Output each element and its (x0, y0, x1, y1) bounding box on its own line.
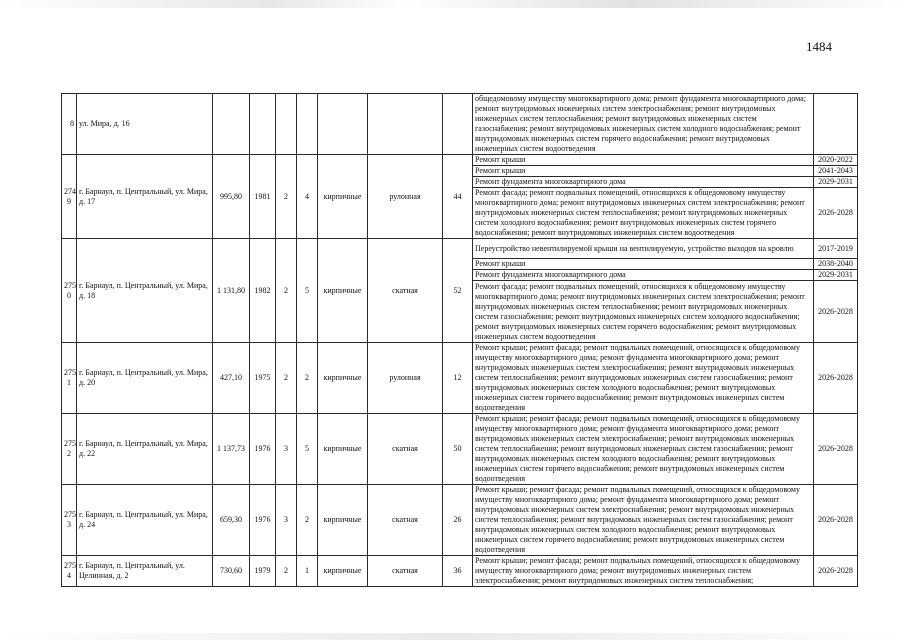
build-year: 1976 (250, 414, 276, 485)
wall-material: кирпичные (318, 556, 368, 587)
wall-material: кирпичные (318, 155, 368, 239)
building-address: г. Барнаул, п. Центральный, ул. Мира, д. 17 (77, 155, 213, 239)
roof-type: рулонная (368, 343, 443, 414)
building-area: 659,30 (213, 485, 250, 556)
row-number: 275 4 (62, 556, 77, 587)
repair-work: Ремонт крыши; ремонт фасада; ремонт подвальных помещений, относящихся к общедомовому имуществу многоквартирного дома; ремонт фундамента многоквартирного дома; ремонт внутридомовых инженерных систем электроснабжения; ремонт внутридомовых инженерных систем теплоснабжения; ремонт внутридомовых инженерных систем газоснабжения; ремонт внутридомовых инженерных систем холодного водоснабжения; ремонт внутридомовых инженерных систем горячего водоснабжения; ремонт внутридомовых инженерных систем водоотведения (473, 343, 814, 414)
entrance-count: 5 (297, 414, 318, 485)
repair-work: Ремонт крыши; ремонт фасада; ремонт подвальных помещений, относящихся к общедомовому имуществу многоквартирного дома; ремонт фундамента многоквартирного дома; ремонт внутридомовых инженерных систем электроснабжения; ремонт внутридомовых инженерных систем теплоснабжения; ремонт внутридомовых инженерных систем газоснабжения; ремонт внутридомовых инженерных систем холодного водоснабжения; ремонт внутридомовых инженерных систем горячего водоснабжения; ремонт внутридомовых инженерных систем водоотведения (473, 414, 814, 485)
repair-period: 2026-2028 (814, 281, 858, 343)
repair-period: 2029-2031 (814, 270, 858, 281)
resident-count: 36 (443, 556, 473, 587)
table-row (62, 94, 858, 155)
row-number: 8 (62, 94, 77, 155)
repair-work: Ремонт крыши (473, 155, 814, 166)
floor-count: 2 (276, 343, 297, 414)
building-address: ул. Мира, д. 16 (77, 94, 213, 155)
row-number: 275 2 (62, 414, 77, 485)
repair-period: 2026-2028 (814, 485, 858, 556)
repair-period: 2020-2022 (814, 155, 858, 166)
entrance-count: 5 (297, 239, 318, 343)
entrance-count: 4 (297, 155, 318, 239)
repair-work: Ремонт крыши (473, 259, 814, 270)
wall-material: кирпичные (318, 343, 368, 414)
table-row (62, 414, 858, 485)
build-year: 1982 (250, 239, 276, 343)
repair-work: Ремонт фасада; ремонт подвальных помещений, относящихся к общедомовому имуществу многоквартирного дома; ремонт внутридомовых инженерных систем электроснабжения; ремонт внутридомовых инженерных систем теплоснабжения; ремонт внутридомовых инженерных систем газоснабжения; ремонт внутридомовых инженерных систем холодного водоснабжения; ремонт внутридомовых инженерных систем горячего водоснабжения; ремонт внутридомовых инженерных систем водоотведения (473, 281, 814, 343)
scan-edge-top (0, 0, 902, 8)
scan-edge-bottom (0, 633, 902, 640)
page-number: 1484 (806, 39, 832, 54)
floor-count: 2 (276, 155, 297, 239)
repair-work: общедомовому имуществу многоквартирного дома; ремонт фундамента многоквартирного дома; ремонт внутридомовых инженерных систем электроснабжения; ремонт внутридомовых инженерных систем теплоснабжения; ремонт внутридомовых инженерных систем газоснабжения; ремонт внутридомовых инженерных систем холодного водоснабжения; ремонт внутридомовых инженерных систем горячего водоснабжения; ремонт внутридомовых инженерных систем водоотведения (473, 94, 814, 155)
floor-count: 3 (276, 414, 297, 485)
repair-period: 2029-2031 (814, 177, 858, 188)
table-row (62, 239, 858, 259)
repair-work: Ремонт крыши; ремонт фасада; ремонт подвальных помещений, относящихся к общедомовому имуществу многоквартирного дома; ремонт фундамента многоквартирного дома; ремонт внутридомовых инженерных систем электроснабжения; ремонт внутридомовых инженерных систем теплоснабжения; ремонт внутридомовых инженерных систем газоснабжения; ремонт внутридомовых инженерных систем холодного водоснабжения; ремонт внутридомовых инженерных систем горячего водоснабжения; ремонт внутридомовых инженерных систем водоотведения (473, 485, 814, 556)
build-year: 1981 (250, 155, 276, 239)
floor-count (276, 94, 297, 155)
repair-period: 2038-2040 (814, 259, 858, 270)
building-area: 427,10 (213, 343, 250, 414)
build-year: 1979 (250, 556, 276, 587)
repair-work: Переустройство невентилируемой крыши на вентилируемую, устройство выходов на кровлю (473, 239, 814, 259)
roof-type: рулонная (368, 155, 443, 239)
wall-material: кирпичные (318, 239, 368, 343)
roof-type: скатная (368, 485, 443, 556)
repair-period (814, 94, 858, 155)
building-address: г. Барнаул, п. Центральный, ул. Мира, д. 20 (77, 343, 213, 414)
resident-count: 26 (443, 485, 473, 556)
repair-work: Ремонт крыши; ремонт фасада; ремонт подвальных помещений, относящихся к общедомовому имуществу многоквартирного дома; ремонт внутридомовых инженерных систем электроснабжения; ремонт внутридомовых инженерных систем теплоснабжения; (473, 556, 814, 587)
floor-count: 2 (276, 556, 297, 587)
wall-material: кирпичные (318, 485, 368, 556)
repair-period: 2026-2028 (814, 414, 858, 485)
roof-type: скатная (368, 239, 443, 343)
row-number: 275 0 (62, 239, 77, 343)
building-area (213, 94, 250, 155)
table-row (62, 485, 858, 556)
wall-material: кирпичные (318, 414, 368, 485)
wall-material (318, 94, 368, 155)
building-address: г. Барнаул, п. Центральный, ул. Мира, д. 18 (77, 239, 213, 343)
resident-count: 50 (443, 414, 473, 485)
row-number: 275 3 (62, 485, 77, 556)
entrance-count (297, 94, 318, 155)
row-number: 274 9 (62, 155, 77, 239)
entrance-count: 2 (297, 343, 318, 414)
repair-period: 2026-2028 (814, 188, 858, 239)
building-address: г. Барнаул, п. Центральный, ул. Мира, д. 22 (77, 414, 213, 485)
table-row (62, 343, 858, 414)
repair-period: 2026-2028 (814, 556, 858, 587)
entrance-count: 2 (297, 485, 318, 556)
build-year (250, 94, 276, 155)
repair-period: 2041-2043 (814, 166, 858, 177)
table-row (62, 155, 858, 166)
entrance-count: 1 (297, 556, 318, 587)
repair-period: 2017-2019 (814, 239, 858, 259)
roof-type: скатная (368, 556, 443, 587)
build-year: 1975 (250, 343, 276, 414)
resident-count: 52 (443, 239, 473, 343)
repair-period: 2026-2028 (814, 343, 858, 414)
resident-count (443, 94, 473, 155)
building-area: 1 131,80 (213, 239, 250, 343)
build-year: 1976 (250, 485, 276, 556)
resident-count: 12 (443, 343, 473, 414)
building-address: г. Барнаул, п. Центральный, ул. Целинная, д. 2 (77, 556, 213, 587)
table-row (62, 556, 858, 587)
building-area: 1 137,73 (213, 414, 250, 485)
repair-work: Ремонт фундамента многоквартирного дома (473, 270, 814, 281)
row-number: 275 1 (62, 343, 77, 414)
roof-type: скатная (368, 414, 443, 485)
repair-work: Ремонт фасада; ремонт подвальных помещений, относящихся к общедомовому имуществу многоквартирного дома; ремонт внутридомовых инженерных систем электроснабжения; ремонт внутридомовых инженерных систем теплоснабжения; ремонт внутридомовых инженерных систем холодного водоснабжения; ремонт внутридомовых инженерных систем горячего водоснабжения; ремонт внутридомовых инженерных систем водоотведения (473, 188, 814, 239)
building-address: г. Барнаул, п. Центральный, ул. Мира, д. 24 (77, 485, 213, 556)
repair-registry-table (61, 93, 858, 587)
floor-count: 3 (276, 485, 297, 556)
repair-work: Ремонт фундамента многоквартирного дома (473, 177, 814, 188)
resident-count: 44 (443, 155, 473, 239)
building-area: 730,60 (213, 556, 250, 587)
repair-work: Ремонт крыши (473, 166, 814, 177)
roof-type (368, 94, 443, 155)
floor-count: 2 (276, 239, 297, 343)
building-area: 995,80 (213, 155, 250, 239)
